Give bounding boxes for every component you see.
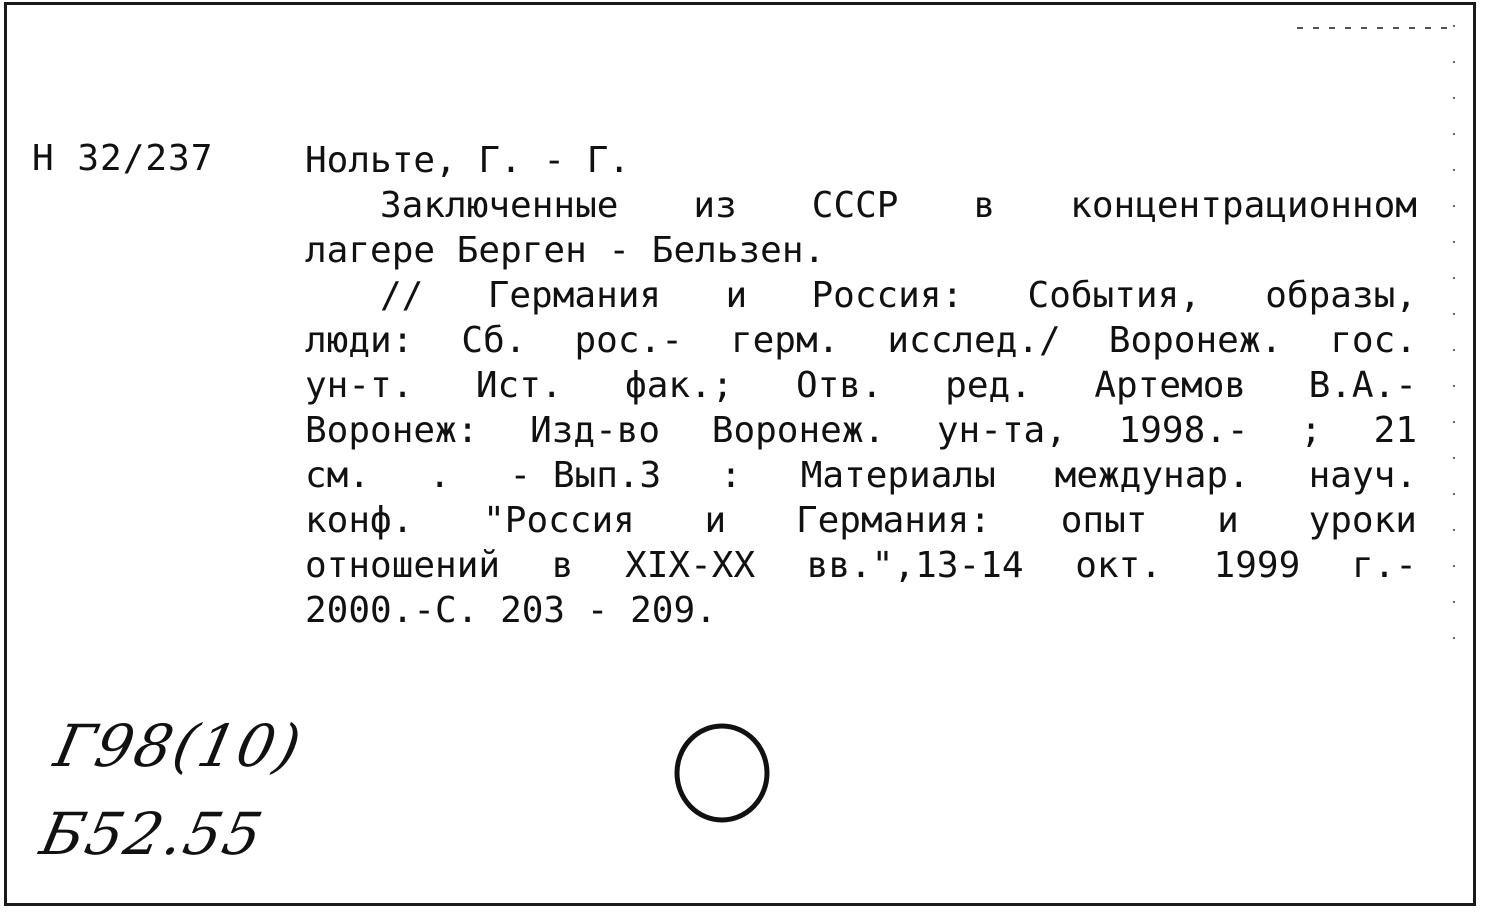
source-line-8: конф. "Россия и Германия: опыт и уроки bbox=[305, 500, 1417, 541]
author-line: Нольте, Г. - Г. bbox=[305, 140, 631, 181]
pages-line: 2000.-С. 203 - 209. bbox=[305, 590, 717, 631]
title-line-2: лагере Берген - Бельзен. bbox=[305, 230, 826, 271]
source-line-7: см. . - Вып.3 : Материалы междунар. науч. bbox=[305, 455, 1417, 496]
source-line-9: отношений в XIX-XX вв.",13-14 окт. 1999 г.- bbox=[305, 545, 1417, 586]
punch-hole bbox=[672, 722, 772, 824]
source-line-5: ун-т. Ист. фак.; Отв. ред. Артемов В.А.- bbox=[305, 365, 1417, 406]
source-line-3: // Германия и Россия: События, образы, bbox=[380, 275, 1417, 316]
dotted-edge bbox=[1447, 25, 1461, 645]
handwritten-classification-1: Г98(10) bbox=[48, 712, 309, 780]
shelfmark: Н 32/237 bbox=[32, 138, 214, 179]
source-line-4: люди: Сб. рос.- герм. исслед./ Воронеж. гос. bbox=[305, 320, 1417, 361]
source-line-6: Воронеж: Изд-во Воронеж. ун-та, 1998.- ; 21 bbox=[305, 410, 1417, 451]
dashed-mark bbox=[1297, 23, 1447, 33]
handwritten-classification-2: Б52.55 bbox=[34, 800, 270, 868]
bibliographic-entry bbox=[305, 138, 1417, 633]
title-line-1: Заключенные из СССР в концентрационном bbox=[380, 185, 1417, 226]
